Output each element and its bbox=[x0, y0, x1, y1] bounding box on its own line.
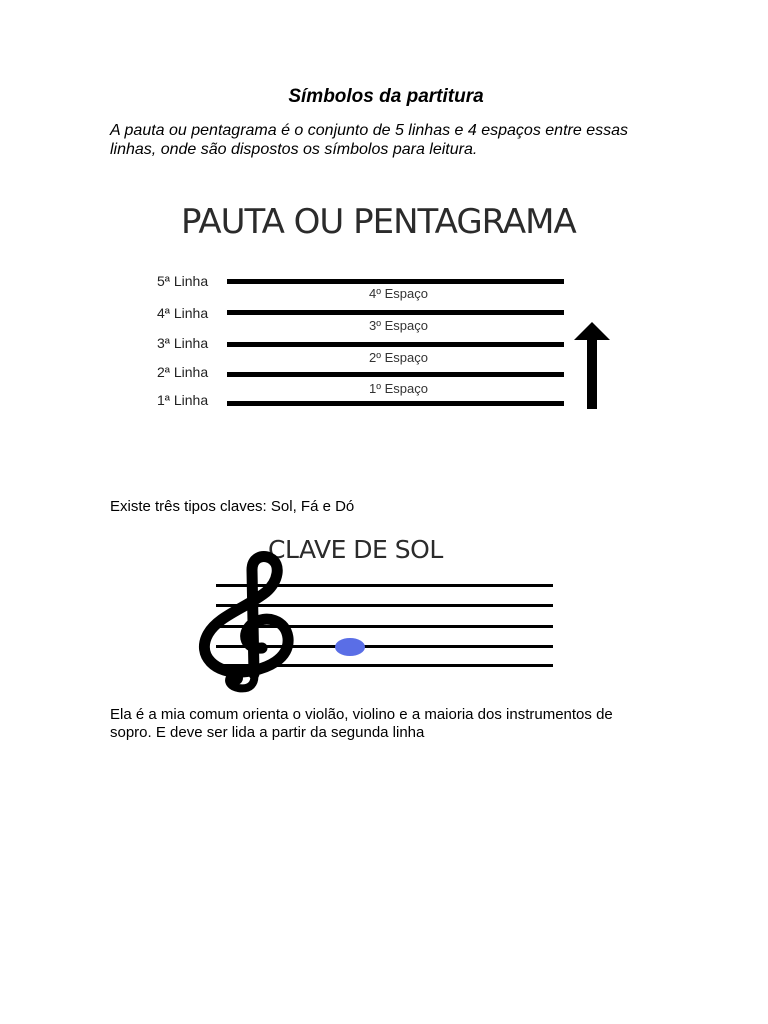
staff-line-5 bbox=[227, 279, 564, 284]
clef-description: Ela é a mia comum orienta o violão, violino e a maioria dos instrumentos de sopro. E deve ser lida a partir da segunda linha bbox=[110, 706, 613, 741]
staff-line-1 bbox=[227, 401, 564, 406]
space-label-3: 3º Espaço bbox=[369, 318, 428, 333]
arrow-up-icon bbox=[570, 320, 616, 412]
space-label-4: 4º Espaço bbox=[369, 286, 428, 301]
intro-paragraph: A pauta ou pentagrama é o conjunto de 5 linhas e 4 espaços entre essas linhas, onde são dispostos os símbolos para leitura. bbox=[110, 122, 628, 158]
line-label-4: 4ª Linha bbox=[157, 305, 209, 321]
staff-line-4 bbox=[227, 310, 564, 315]
page-title: Símbolos da partitura bbox=[288, 86, 484, 107]
clef-types-text: Existe três tipos claves: Sol, Fá e Dó bbox=[110, 498, 355, 515]
treble-clef-icon bbox=[190, 550, 308, 694]
line-label-5: 5ª Linha bbox=[157, 273, 209, 289]
line-label-2: 2ª Linha bbox=[157, 364, 209, 380]
line-label-3: 3ª Linha bbox=[157, 335, 209, 351]
note-head-icon bbox=[334, 636, 366, 658]
staff-line-2 bbox=[227, 372, 564, 377]
space-label-2: 2º Espaço bbox=[369, 350, 428, 365]
line-label-1: 1ª Linha bbox=[157, 392, 209, 408]
staff-figure-heading: PAUTA OU PENTAGRAMA bbox=[181, 202, 576, 242]
staff-line-3 bbox=[227, 342, 564, 347]
space-label-1: 1º Espaço bbox=[369, 381, 428, 396]
clef-figure-heading: CLAVE DE SOL bbox=[268, 535, 443, 564]
